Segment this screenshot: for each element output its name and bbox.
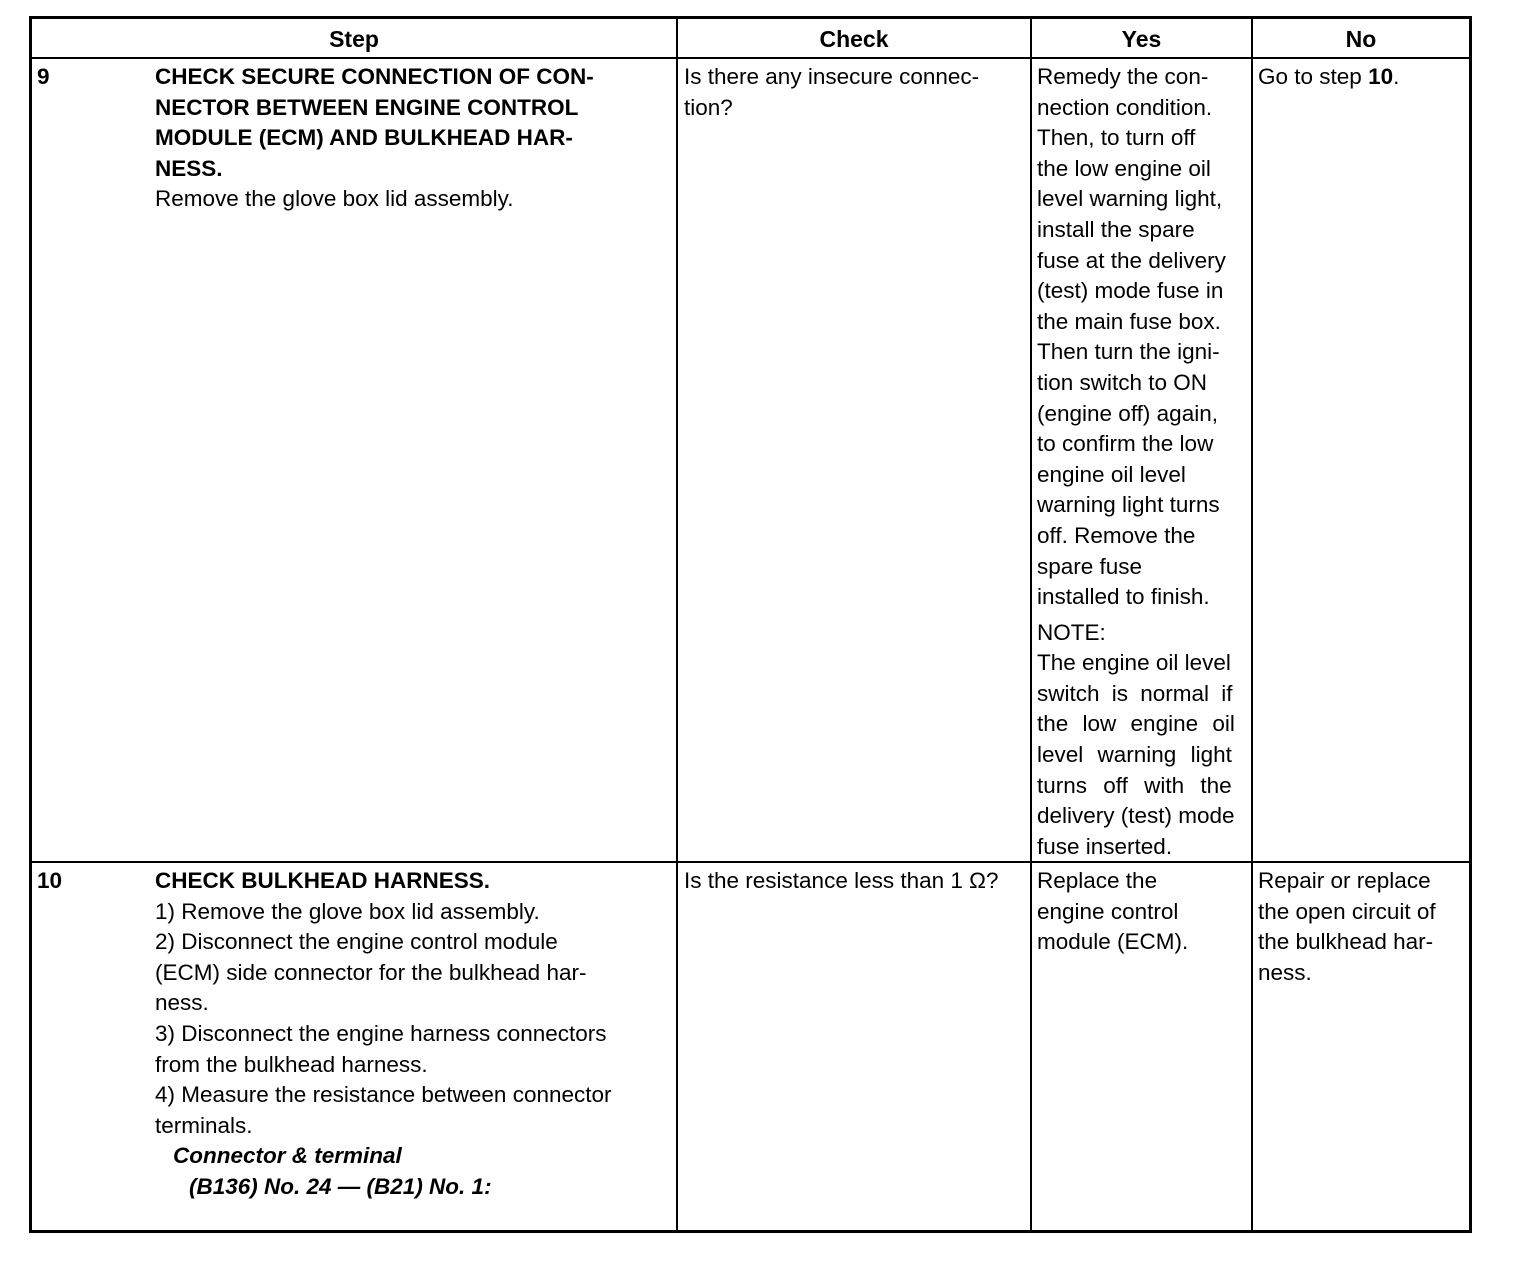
yes-line: installed to finish. (1037, 584, 1210, 610)
step-line: terminals. (155, 1112, 253, 1138)
no-text: Go to step (1258, 64, 1369, 89)
yes-cell (1037, 62, 1248, 862)
note-line: fuse inserted. (1037, 833, 1173, 859)
note-label: NOTE: (1037, 619, 1106, 645)
column-divider (1251, 19, 1253, 1230)
yes-line: level warning light, (1037, 186, 1223, 212)
column-divider (1030, 19, 1032, 1230)
check-cell (684, 62, 1024, 123)
yes-line: Replace the (1037, 868, 1158, 893)
diagnostic-table (29, 16, 1472, 1233)
no-text-suffix: . (1393, 64, 1400, 89)
step-line: from the bulkhead harness. (155, 1051, 428, 1077)
yes-line: (test) mode fuse in (1037, 278, 1224, 304)
step-line: ness. (155, 990, 209, 1016)
yes-line: install the spare (1037, 216, 1195, 242)
check-cell (684, 866, 1029, 897)
yes-line: (engine off) again, (1037, 400, 1218, 426)
note-line: switch is normal if (1037, 680, 1233, 706)
step-cell (155, 62, 670, 215)
no-line: ness. (1258, 959, 1312, 985)
yes-line: the main fuse box. (1037, 308, 1221, 334)
spec-value: (B136) No. 24 — (B21) No. 1: (189, 1173, 492, 1199)
yes-line: nection condition. (1037, 94, 1213, 120)
yes-line: tion switch to ON (1037, 369, 1208, 395)
column-divider (676, 19, 678, 1230)
no-line: Repair or replace (1258, 868, 1431, 893)
step-title: CHECK BULKHEAD HARNESS. (155, 868, 491, 893)
no-cell (1258, 62, 1468, 93)
header-no: No (1345, 26, 1377, 52)
yes-line: fuse at the delivery (1037, 247, 1226, 273)
yes-line: engine oil level (1037, 461, 1186, 487)
yes-line: Remedy the con- (1037, 64, 1209, 89)
no-line: the open circuit of (1258, 898, 1436, 924)
step-title-line: NESS. (155, 155, 223, 181)
yes-cell (1037, 866, 1248, 958)
yes-line: warning light turns (1037, 492, 1220, 518)
step-reference: 10 (1368, 64, 1394, 89)
check-line: Is there any insecure connec- (684, 64, 980, 89)
spec-label: Connector & terminal (173, 1143, 402, 1169)
step-title-line: MODULE (ECM) AND BULKHEAD HAR- (155, 125, 573, 151)
yes-line: off. Remove the (1037, 522, 1196, 548)
note-line: turns off with the (1037, 772, 1232, 798)
step-line: 3) Disconnect the engine harness connectors (155, 1020, 607, 1046)
no-cell (1258, 866, 1468, 988)
yes-line: Then turn the igni- (1037, 339, 1220, 365)
step-number: 10 (37, 868, 63, 893)
step-title-line: NECTOR BETWEEN ENGINE CONTROL (155, 94, 579, 120)
yes-line: the low engine oil (1037, 155, 1211, 181)
step-line: 1) Remove the glove box lid assembly. (155, 898, 540, 924)
yes-line: engine control (1037, 898, 1179, 924)
note-line: the low engine oil (1037, 711, 1235, 737)
note-line: delivery (test) mode (1037, 803, 1235, 829)
yes-line: Then, to turn off (1037, 125, 1196, 151)
note-line: The engine oil level (1037, 650, 1231, 676)
step-title-line: CHECK SECURE CONNECTION OF CON- (155, 64, 594, 89)
header-yes: Yes (1121, 26, 1162, 52)
step-line: (ECM) side connector for the bulkhead har- (155, 959, 587, 985)
yes-line: module (ECM). (1037, 929, 1189, 955)
check-line: tion? (684, 94, 733, 120)
no-line: the bulkhead har- (1258, 929, 1434, 955)
yes-line: spare fuse (1037, 553, 1143, 579)
step-text: Remove the glove box lid assembly. (155, 186, 514, 212)
step-line: 2) Disconnect the engine control module (155, 929, 558, 955)
header-check: Check (819, 26, 889, 52)
step-number: 9 (37, 64, 50, 89)
step-cell (155, 866, 670, 1203)
yes-line: to confirm the low (1037, 431, 1214, 457)
check-text: Is the resistance less than 1 Ω? (684, 868, 999, 893)
row-divider (32, 861, 1469, 863)
note-line: level warning light (1037, 742, 1232, 768)
header-step: Step (329, 26, 379, 52)
step-line: 4) Measure the resistance between connector (155, 1082, 612, 1108)
